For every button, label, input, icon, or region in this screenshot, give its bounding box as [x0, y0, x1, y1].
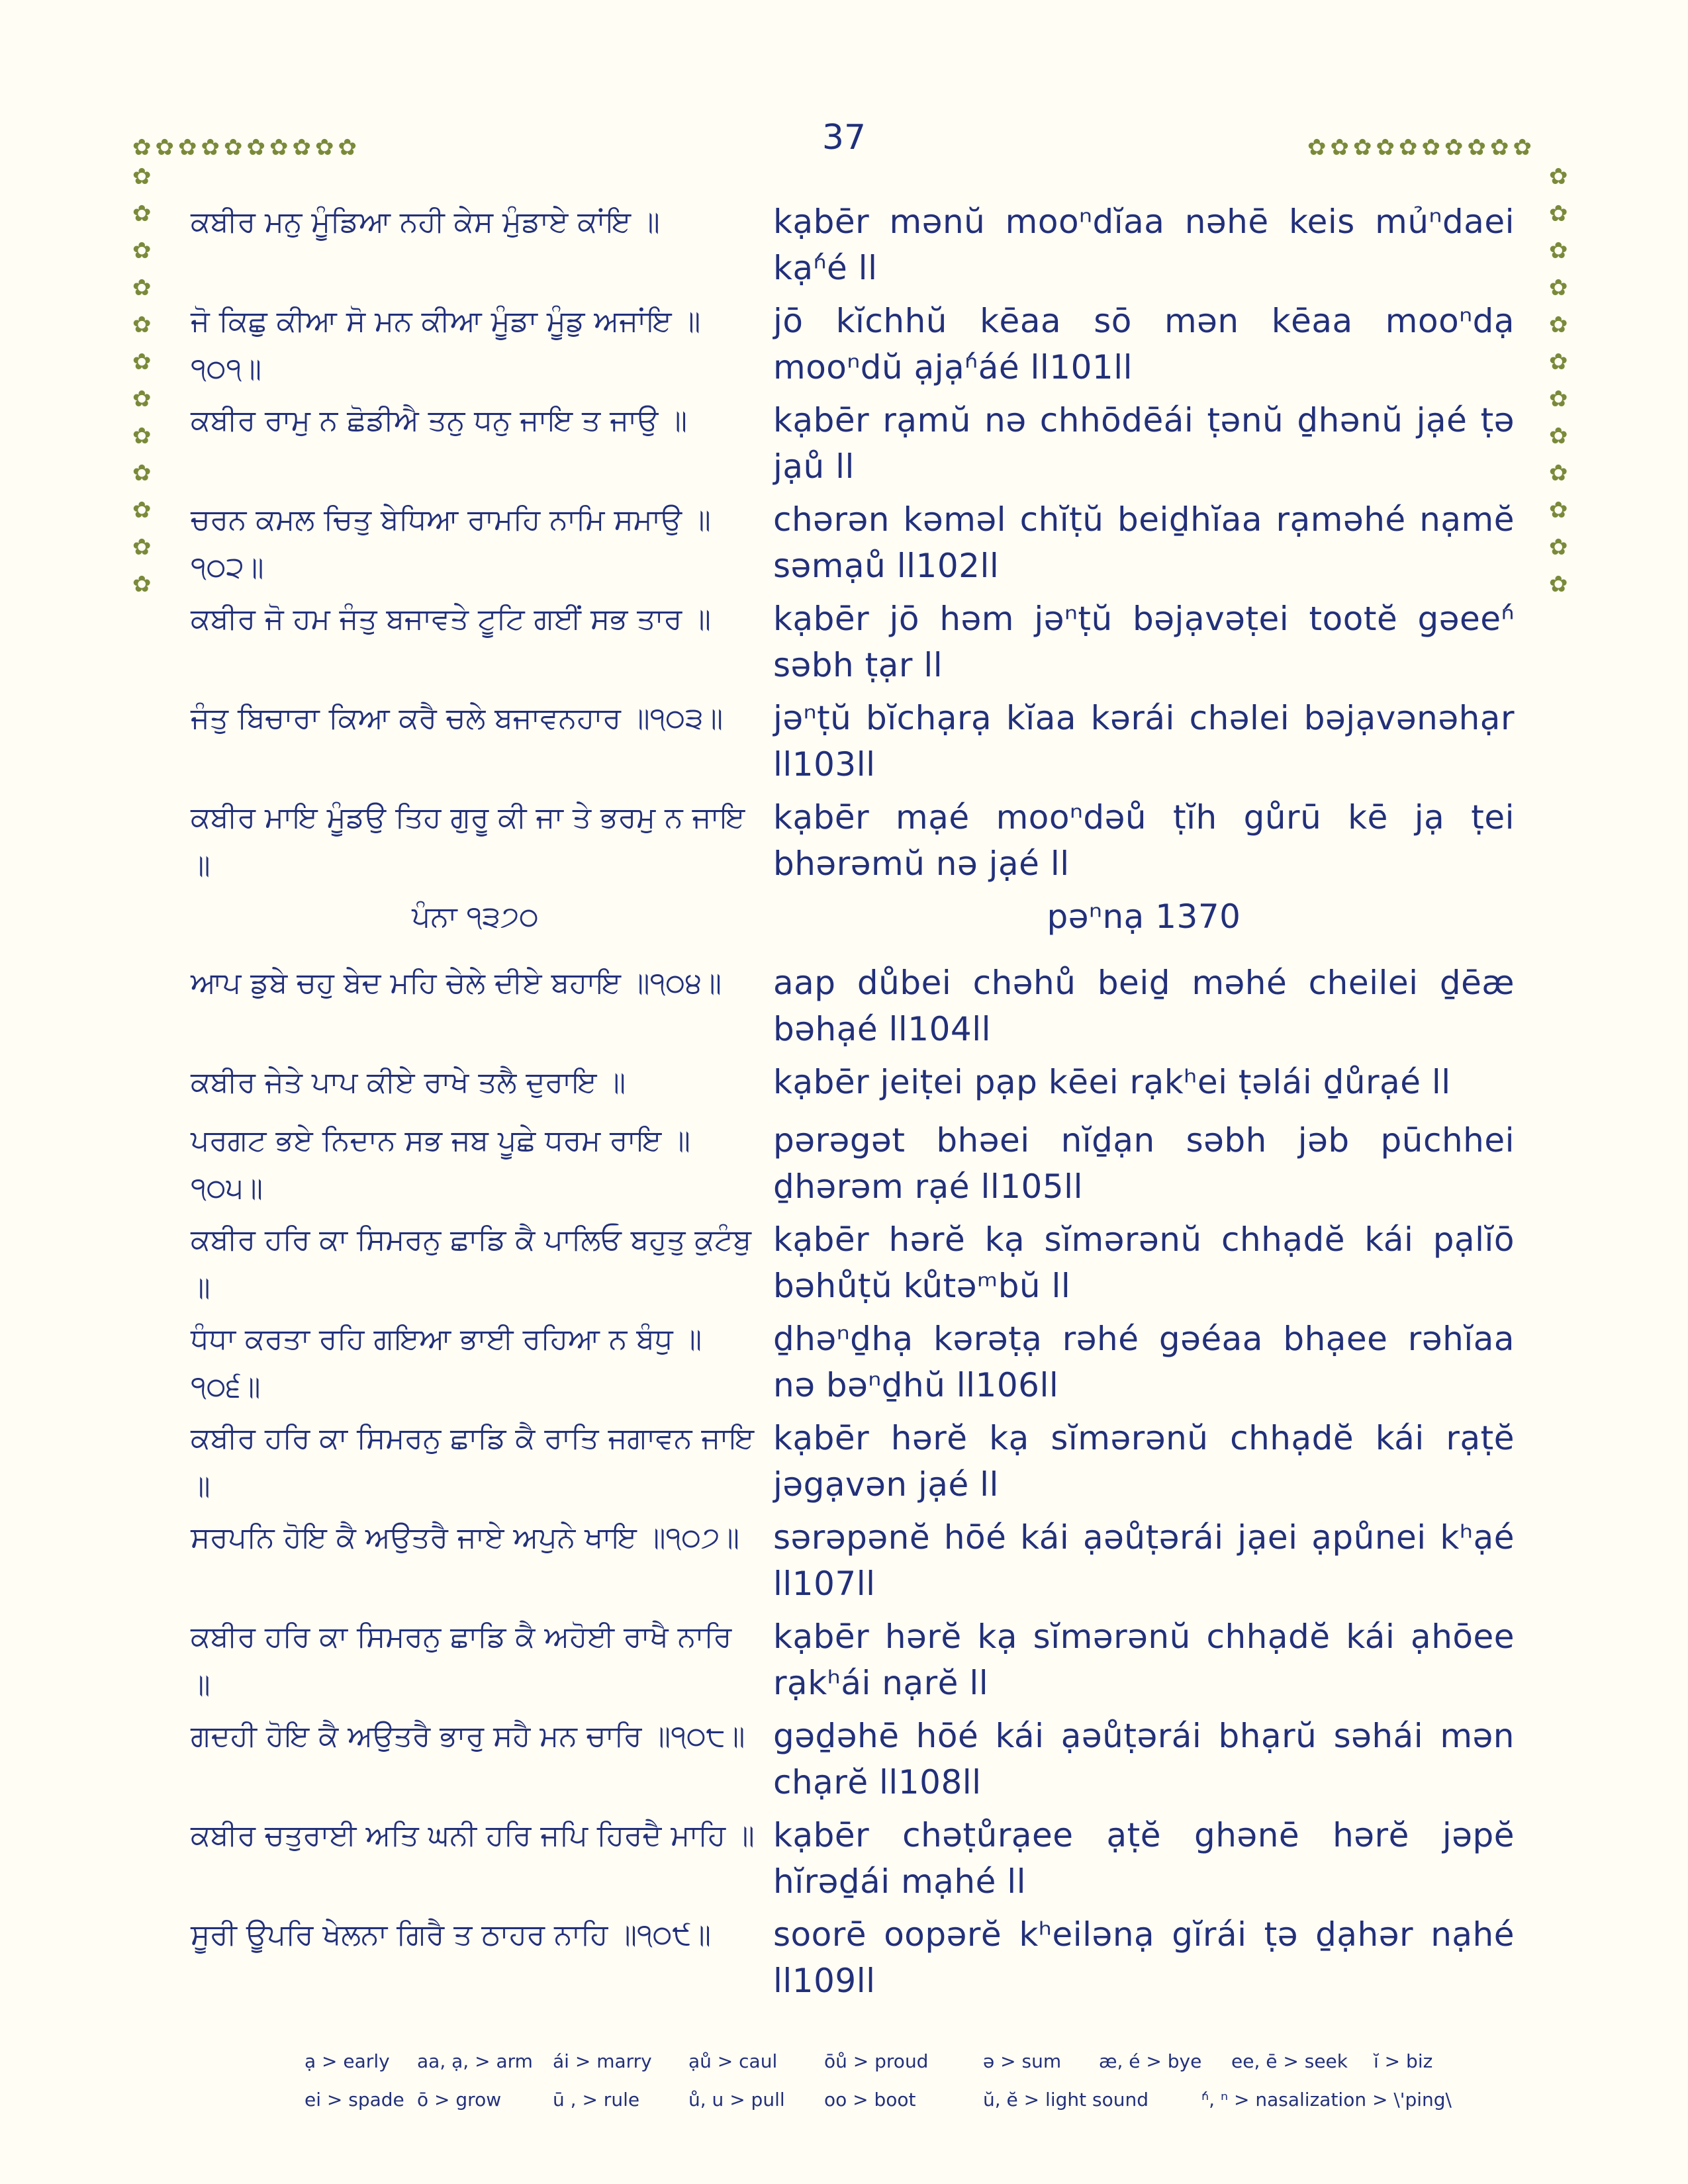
legend-item: ə > sum [983, 2050, 1062, 2072]
flower-icon: ✿ [1549, 163, 1568, 190]
transliteration-line: gəḏəhē hōé kái ạəůṭərái bhạrŭ səhái mən chạrĕ ll108ll [773, 1717, 1515, 1801]
transliteration-line: kạbēr rạmŭ nə chhōdēái ṭənŭ ḏhənŭ jạé ṭə jạů ll [773, 401, 1515, 486]
flower-icon: ✿ [178, 134, 197, 161]
verse-row [191, 695, 1528, 794]
flower-icon: ✿ [132, 201, 152, 227]
legend-item: ů, u > pull [688, 2088, 785, 2111]
flower-icon: ✿ [1513, 134, 1532, 161]
flower-icon: ✿ [132, 134, 152, 161]
flower-icon: ✿ [132, 349, 152, 375]
flower-icon: ✿ [1549, 460, 1568, 486]
flower-icon: ✿ [1549, 386, 1568, 412]
ang-number-gurmukhi: ਪੰਨਾ ੧੩੭੦ [412, 900, 539, 934]
flower-icon: ✿ [292, 134, 311, 161]
flower-icon: ✿ [132, 312, 152, 338]
verse-row [191, 1911, 1528, 2011]
verse-row [191, 1812, 1528, 1911]
verse-row [191, 1415, 1528, 1514]
gurmukhi-line: ਜੰਤੁ ਬਿਚਾਰਾ ਕਿਆ ਕਰੈ ਚਲੇ ਬਜਾਵਨਹਾਰ ॥੧੦੩॥ [191, 702, 724, 735]
transliteration-line: kạbēr jō həm jəⁿṭŭ bəjạvəṭei tootĕ gəeeⁿ́ səbh ṭạr ll [773, 600, 1515, 684]
verse-row [191, 1713, 1528, 1812]
ornament-right-column [1549, 165, 1568, 596]
flower-icon: ✿ [1549, 238, 1568, 264]
verse-row [191, 397, 1528, 496]
verse-row [191, 199, 1528, 298]
gurmukhi-line: ਕਬੀਰ ਮਨੁ ਮੂੰਡਿਆ ਨਹੀ ਕੇਸ ਮੁੰਡਾਏ ਕਾਂਇ ॥ [191, 205, 660, 239]
ornament-top-left [132, 136, 357, 159]
transliteration-line: kạbēr hərĕ kạ sĭmərənŭ chhạdĕ kái rạṭĕ jəgạvən jạé ll [773, 1419, 1515, 1504]
verse-row [191, 596, 1528, 695]
verse-row [191, 1059, 1528, 1117]
gurmukhi-line: ਪਰਗਟ ਭਏ ਨਿਦਾਨ ਸਭ ਜਬ ਪੂਛੇ ਧਰਮ ਰਾਇ ॥੧੦੫॥ [191, 1124, 690, 1205]
gurmukhi-line: ਕਬੀਰ ਜੋ ਹਮ ਜੰਤੁ ਬਜਾਵਤੇ ਟੂਟਿ ਗਈਂ ਸਭ ਤਾਰ ॥ [191, 602, 711, 636]
flower-icon: ✿ [224, 134, 243, 161]
flower-icon: ✿ [1399, 134, 1418, 161]
gurmukhi-line: ਕਬੀਰ ਜੇਤੇ ਪਾਪ ਕੀਏ ਰਾਖੇ ਤਲੈ ਦੁਰਾਇ ॥ [191, 1066, 626, 1099]
gurmukhi-line: ਜੋ ਕਿਛੁ ਕੀਆ ਸੋ ਮਨ ਕੀਆ ਮੂੰਡਾ ਮੂੰਡੁ ਅਜਾਂਇ ॥੧੦੧॥ [191, 304, 701, 386]
legend-item: ee, ē > seek [1231, 2050, 1348, 2072]
flower-icon: ✿ [315, 134, 334, 161]
pronunciation-legend [305, 2042, 1470, 2118]
flower-icon: ✿ [338, 134, 357, 161]
verse-row [191, 496, 1528, 596]
legend-row [305, 2042, 1470, 2080]
transliteration-line: ḏhəⁿḏhạ kərəṭạ rəhé gəéaa bhạee rəhĭaa nə bəⁿḏhŭ ll106ll [773, 1320, 1515, 1404]
legend-item: ái > marry [553, 2050, 652, 2072]
ornament-left-column [132, 165, 152, 596]
flower-icon: ✿ [132, 163, 152, 190]
verse-row [191, 1316, 1528, 1415]
legend-item: ⁿ́, ⁿ > nasalization > \'ping\ [1201, 2088, 1452, 2111]
flower-icon: ✿ [132, 275, 152, 301]
verse-row [191, 1117, 1528, 1216]
flower-icon: ✿ [132, 497, 152, 523]
verse-row [191, 1514, 1528, 1614]
verse-row [191, 1614, 1528, 1713]
flower-icon: ✿ [1549, 349, 1568, 375]
transliteration-line: kạbēr hərĕ kạ sĭmərənŭ chhạdĕ kái pạlĭō bəhůṭŭ kůtəᵐbŭ ll [773, 1220, 1515, 1305]
ang-number-row [191, 893, 1528, 960]
gurmukhi-line: ਸੂਰੀ ਊਪਰਿ ਖੇਲਨਾ ਗਿਰੈ ਤ ਠਾਹਰ ਨਾਹਿ ॥੧੦੯॥ [191, 1918, 711, 1952]
transliteration-line: pərəgət bhəei nĭḏạn səbh jəb pūchhei ḏhərəm rạé ll105ll [773, 1121, 1515, 1206]
gurmukhi-line: ਕਬੀਰ ਰਾਮੁ ਨ ਛੋਡੀਐ ਤਨੁ ਧਨੁ ਜਾਇ ਤ ਜਾਉ ॥ [191, 404, 687, 437]
gurmukhi-line: ਚਰਨ ਕਮਲ ਚਿਤੁ ਬੇਧਿਆ ਰਾਮਹਿ ਨਾਮਿ ਸਮਾਉ ॥੧੦੨॥ [191, 503, 711, 584]
legend-item: oo > boot [824, 2088, 916, 2111]
gurmukhi-line: ਧੰਧਾ ਕਰਤਾ ਰਹਿ ਗਇਆ ਭਾਈ ਰਹਿਆ ਨ ਬੰਧੁ ॥੧੦੬॥ [191, 1322, 702, 1404]
verse-row [191, 794, 1528, 893]
flower-icon: ✿ [1421, 134, 1440, 161]
ornament-top-right [1307, 136, 1532, 159]
flower-icon: ✿ [1549, 275, 1568, 301]
gurmukhi-line: ਗਦਹੀ ਹੋਇ ਕੈ ਅਉਤਰੈ ਭਾਰੁ ਸਹੈ ਮਨ ਚਾਰਿ ॥੧੦੮॥ [191, 1719, 745, 1753]
gurmukhi-line: ਕਬੀਰ ਮਾਇ ਮੂੰਡਉ ਤਿਹ ਗੁਰੂ ਕੀ ਜਾ ਤੇ ਭਰਮੁ ਨ ਜਾਇ ॥ [191, 801, 745, 882]
transliteration-line: kạbēr hərĕ kạ sĭmərənŭ chhạdĕ kái ạhōee rạkʰái nạrĕ ll [773, 1617, 1515, 1702]
transliteration-line: aap důbei chəhů beiḏ məhé cheilei ḏēæ bəhạé ll104ll [773, 964, 1515, 1048]
transliteration-line: chərən kəməl chĭṭŭ beiḏhĭaa rạməhé nạmĕ səmạů ll102ll [773, 500, 1515, 585]
legend-item: æ, é > bye [1099, 2050, 1202, 2072]
legend-item: ạů > caul [688, 2050, 778, 2072]
ang-number-transliteration: pəⁿnạ 1370 [1047, 897, 1241, 936]
legend-item: ōů > proud [824, 2050, 929, 2072]
transliteration-line: jō kĭchhŭ kēaa sō mən kēaa mooⁿdạ mooⁿdŭ ạjạⁿ́áé ll101ll [773, 302, 1515, 387]
transliteration-line: kạbēr chəṭůrạee ạṭĕ ghənē hərĕ jəpĕ hĭrəḏái mạhé ll [773, 1816, 1515, 1901]
flower-icon: ✿ [201, 134, 220, 161]
flower-icon: ✿ [1467, 134, 1486, 161]
flower-icon: ✿ [269, 134, 289, 161]
flower-icon: ✿ [1330, 134, 1349, 161]
flower-icon: ✿ [1353, 134, 1372, 161]
flower-icon: ✿ [132, 238, 152, 264]
flower-icon: ✿ [1490, 134, 1509, 161]
transliteration-line: soorē oopərĕ kʰeilənạ gĭrái ṭə ḏạhər nạhé ll109ll [773, 1915, 1515, 2000]
gurmukhi-line: ਕਬੀਰ ਹਰਿ ਕਾ ਸਿਮਰਨੁ ਛਾਡਿ ਕੈ ਪਾਲਿਓ ਬਹੁਤੁ ਕੁਟੰਬੁ ॥ [191, 1223, 752, 1304]
flower-icon: ✿ [155, 134, 174, 161]
legend-item: ū , > rule [553, 2088, 640, 2111]
verse-row [191, 960, 1528, 1059]
page-number: 37 [821, 118, 867, 158]
legend-item: ŭ, ĕ > light sound [983, 2088, 1149, 2111]
gurmukhi-line: ਆਪ ਡੁਬੇ ਚਹੁ ਬੇਦ ਮਹਿ ਚੇਲੇ ਦੀਏ ਬਹਾਇ ॥੧੦੪॥ [191, 966, 722, 1000]
gurmukhi-line: ਕਬੀਰ ਹਰਿ ਕਾ ਸਿਮਰਨੁ ਛਾਡਿ ਕੈ ਰਾਤਿ ਜਗਾਵਨ ਜਾਇ ॥ [191, 1422, 755, 1503]
legend-item: ĭ > biz [1374, 2050, 1433, 2072]
transliteration-line: jəⁿṭŭ bĭchạrạ kĭaa kərái chəlei bəjạvənəhạr ll103ll [773, 699, 1515, 784]
flower-icon: ✿ [1549, 312, 1568, 338]
flower-icon: ✿ [1307, 134, 1327, 161]
flower-icon: ✿ [132, 423, 152, 449]
gurmukhi-line: ਕਬੀਰ ਚਤੁਰਾਈ ਅਤਿ ਘਨੀ ਹਰਿ ਜਪਿ ਹਿਰਦੈ ਮਾਹਿ ॥ [191, 1819, 755, 1852]
legend-item: ạ > early [305, 2050, 390, 2072]
flower-icon: ✿ [132, 460, 152, 486]
flower-icon: ✿ [1376, 134, 1395, 161]
flower-icon: ✿ [132, 534, 152, 561]
transliteration-line: sərəpənĕ hōé kái ạəůṭərái jạei ạpůnei kʰạé ll107ll [773, 1518, 1515, 1603]
flower-icon: ✿ [1549, 423, 1568, 449]
legend-item: ō > grow [417, 2088, 502, 2111]
flower-icon: ✿ [246, 134, 265, 161]
legend-item: aa, ạ, > arm [417, 2050, 533, 2072]
gurmukhi-line: ਸਰਪਨਿ ਹੋਇ ਕੈ ਅਉਤਰੈ ਜਾਏ ਅਪੁਨੇ ਖਾਇ ॥੧੦੭॥ [191, 1521, 740, 1555]
legend-item: ei > spade [305, 2088, 404, 2111]
flower-icon: ✿ [1549, 497, 1568, 523]
transliteration-line: kạbēr mạé mooⁿdəů ṭĭh gůrū kē jạ ṭei bhərəmŭ nə jạé ll [773, 798, 1515, 883]
flower-icon: ✿ [1549, 571, 1568, 598]
verse-row [191, 298, 1528, 397]
verse-table [191, 199, 1528, 2011]
flower-icon: ✿ [132, 571, 152, 598]
legend-row [305, 2080, 1470, 2118]
flower-icon: ✿ [1444, 134, 1464, 161]
transliteration-line: kạbēr jeiṭei pạp kēei rạkʰei ṭəlái ḏůrạé ll [773, 1063, 1451, 1101]
flower-icon: ✿ [1549, 534, 1568, 561]
verse-row [191, 1216, 1528, 1316]
flower-icon: ✿ [1549, 201, 1568, 227]
gurmukhi-line: ਕਬੀਰ ਹਰਿ ਕਾ ਸਿਮਰਨੁ ਛਾਡਿ ਕੈ ਅਹੋਈ ਰਾਖੈ ਨਾਰਿ ॥ [191, 1620, 732, 1702]
transliteration-line: kạbēr mənŭ mooⁿdĭaa nəhē keis mủⁿdaei kạⁿ́é ll [773, 203, 1515, 287]
flower-icon: ✿ [132, 386, 152, 412]
